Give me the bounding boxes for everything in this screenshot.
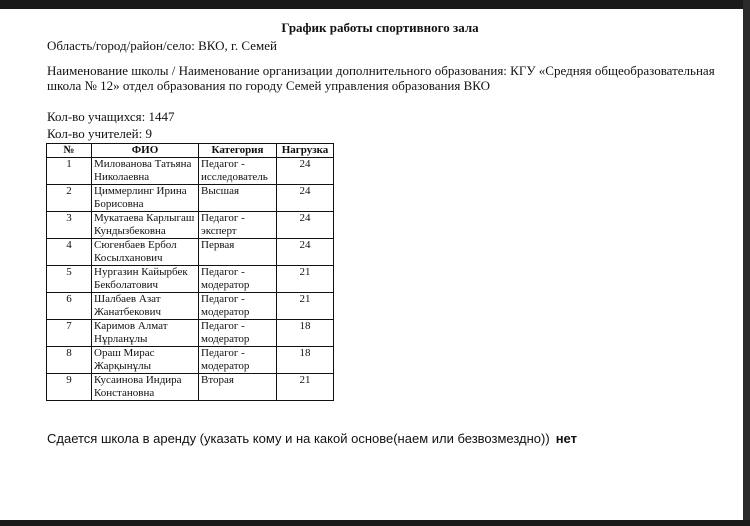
table-header-row — [47, 144, 334, 158]
row-load: 21 — [277, 266, 334, 293]
header-load: Нагрузка — [277, 144, 334, 158]
table-row — [47, 293, 334, 320]
row-category: Педагог - эксперт — [199, 212, 277, 239]
row-load: 21 — [277, 374, 334, 401]
row-name: Милованова Татьяна Николаевна — [92, 158, 199, 185]
rent-statement — [47, 431, 577, 446]
row-number: 1 — [47, 158, 92, 185]
scan-edge-top — [0, 0, 750, 9]
row-number: 2 — [47, 185, 92, 212]
row-name: Сюгенбаев Ербол Косылханович — [92, 239, 199, 266]
row-category: Педагог - модератор — [199, 347, 277, 374]
scan-edge-right — [743, 0, 750, 526]
row-number: 7 — [47, 320, 92, 347]
table-row — [47, 185, 334, 212]
row-name: Ораш Мирас Жарқынұлы — [92, 347, 199, 374]
staff-table — [46, 143, 334, 401]
table-row — [47, 266, 334, 293]
row-load: 18 — [277, 347, 334, 374]
row-name: Нургазин Кайырбек Бекболатович — [92, 266, 199, 293]
row-category: Высшая — [199, 185, 277, 212]
header-category: Категория — [199, 144, 277, 158]
header-number: № — [47, 144, 92, 158]
header-name: ФИО — [92, 144, 199, 158]
row-load: 21 — [277, 293, 334, 320]
row-number: 5 — [47, 266, 92, 293]
students-count: Кол-во учащихся: 1447 — [47, 109, 175, 124]
teachers-count: Кол-во учителей: 9 — [47, 126, 152, 141]
page-title: График работы спортивного зала — [281, 20, 479, 35]
scan-edge-bottom — [0, 520, 750, 526]
row-number: 8 — [47, 347, 92, 374]
table-row — [47, 347, 334, 374]
row-category: Педагог - модератор — [199, 320, 277, 347]
region-line: Область/город/район/село: ВКО, г. Семей — [47, 38, 277, 53]
row-name: Циммерлинг Ирина Борисовна — [92, 185, 199, 212]
row-load: 18 — [277, 320, 334, 347]
row-category: Педагог - модератор — [199, 266, 277, 293]
table-row — [47, 212, 334, 239]
rent-answer: нет — [555, 431, 577, 446]
row-number: 4 — [47, 239, 92, 266]
rent-question: Сдается школа в аренду (указать кому и на какой основе(наем или безвозмездно)) — [47, 431, 550, 446]
table-row — [47, 239, 334, 266]
row-name: Мукатаева Карлыгаш Кундызбековна — [92, 212, 199, 239]
row-name: Шалбаев Азат Жанатбекович — [92, 293, 199, 320]
row-name: Кусаинова Индира Констановна — [92, 374, 199, 401]
row-category: Педагог - модератор — [199, 293, 277, 320]
row-number: 3 — [47, 212, 92, 239]
row-category: Вторая — [199, 374, 277, 401]
row-category: Педагог - исследователь — [199, 158, 277, 185]
table-row — [47, 374, 334, 401]
row-load: 24 — [277, 185, 334, 212]
school-name: Наименование школы / Наименование организации дополнительного образования: КГУ «Средняя общеобразовательная школа № 12» отдел образования по городу Семей управления образования ВКО — [47, 63, 715, 93]
row-number: 6 — [47, 293, 92, 320]
row-load: 24 — [277, 239, 334, 266]
row-name: Каримов Алмат Нұрланұлы — [92, 320, 199, 347]
row-load: 24 — [277, 212, 334, 239]
row-number: 9 — [47, 374, 92, 401]
row-category: Первая — [199, 239, 277, 266]
row-load: 24 — [277, 158, 334, 185]
table-row — [47, 320, 334, 347]
table-row — [47, 158, 334, 185]
